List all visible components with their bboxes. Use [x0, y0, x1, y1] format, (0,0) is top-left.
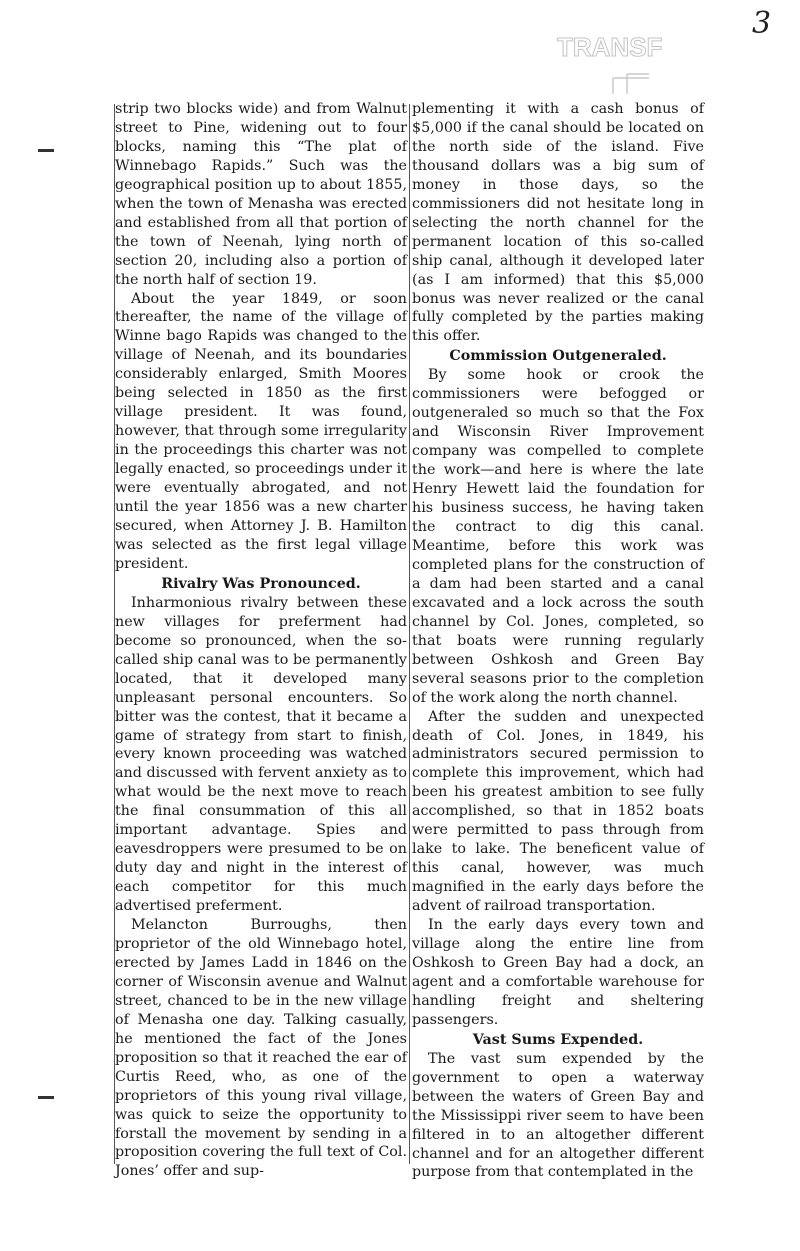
article-paragraph: strip two blocks wide) and from Walnut street to Pine, widening out to four blocks, naming this “The plat of Winnebago Rapids.” Such was the geographical position up to about 1855, when the town of Menasha was erected and established from all that portion of the town of Neenah, lying north of section 20, including also a portion of the north half of section 19.	[115, 101, 407, 288]
article-paragraph: After the sudden and unexpected death of Col. Jones, in 1849, his administrators secured permission to complete this improvement, which had been his greatest ambition to see fully accomplished, so that in 1852 boats were permitted to pass through from lake to lake. The beneficent value of this canal, however, was much magnified in the early days before the advent of railroad transportation.	[412, 708, 704, 915]
article-paragraph: Melancton Burroughs, then proprietor of the old Winnebago hotel, erected by James Ladd in 1846 on the corner of Wisconsin avenue and Walnut street, chanced to be in the new village of Menasha one day. Talking casually, he mentioned the fact of the Jones proposition so that it reached the ear of Curtis Reed, who, as one of the proprietors of this young rival village, was quick to seize the opportunity to forstall the movement by sending in a proposition covering the full text of Col. Jones’ offer and sup-	[115, 917, 407, 1180]
article-paragraph: plementing it with a cash bonus of $5,000 if the canal should be located on the north side of the island. Five thousand dollars was a big sum of money in those days, so the commissioners did not hesitate long in selecting the north channel for the permanent location of this so-called ship canal, although it developed later (as I am informed) that this $5,000 bonus was never realized or the canal fully completed by the parties making this offer.	[412, 101, 704, 345]
section-heading: Rivalry Was Pronounced.	[161, 575, 361, 592]
stamp-text: TRANSF	[557, 32, 663, 62]
margin-mark-bottom	[38, 1096, 54, 1099]
article-paragraph: The vast sum expended by the government to open a waterway between the waters of Green Bay and the Mississippi river seem to have been filtered in to an altogether different channel and for an altogether different purpose from that contemplated in the	[412, 1050, 704, 1181]
section-heading: Vast Sums Expended.	[472, 1031, 644, 1048]
page-number: 3	[752, 6, 772, 41]
left-column	[115, 100, 407, 1181]
archive-stamp	[553, 30, 693, 100]
article-paragraph: In the early days every town and village along the entire line from Oshkosh to Green Bay had a dock, an agent and a comfortable warehouse for handling freight and sheltering passengers.	[412, 917, 704, 1028]
margin-mark-top	[38, 149, 54, 152]
column-divider	[409, 104, 410, 1164]
article-paragraph: By some hook or crook the commissioners were befogged or outgeneraled so much so that the Fox and Wisconsin River Improvement company was compelled to complete the work—and here is where the late Henry Hewett laid the foundation for his business success, he having taken the contract to dig this canal. Meantime, before this work was completed plans for the construction of a dam had been started and a canal excavated and a lock across the south channel by Col. Jones, completed, so that boats were running regularly between Oshkosh and Green Bay several seasons prior to the completion of the work along the north channel.	[412, 367, 704, 706]
section-heading: Commission Outgeneraled.	[449, 348, 667, 365]
article-paragraph: Inharmonious rivalry between these new villages for preferment had become so pronounced, when the so-called ship canal was to be permanently located, that it developed many unpleasant personal encounters. So bitter was the contest, that it became a game of strategy from start to finish, every known proceeding was watched and discussed with fervent anxiety as to what would be the next move to reach the final consummation of this all important advantage. Spies and eavesdroppers were presumed to be on duty day and night in the interest of each competitor for this much advertised preferment.	[115, 594, 407, 915]
right-column	[412, 100, 704, 1182]
article-paragraph: About the year 1849, or soon thereafter, the name of the village of Winne bago Rapids was changed to the village of Neenah, and its boundaries considerably enlarged, Smith Moores being selected in 1850 as the first village president. It was found, however, that through some irregularity in the proceedings this charter was not legally enacted, so proceedings under it were eventually abrogated, and not until the year 1856 was a new charter secured, when Attorney J. B. Hamilton was selected as the first legal village president.	[115, 290, 407, 572]
